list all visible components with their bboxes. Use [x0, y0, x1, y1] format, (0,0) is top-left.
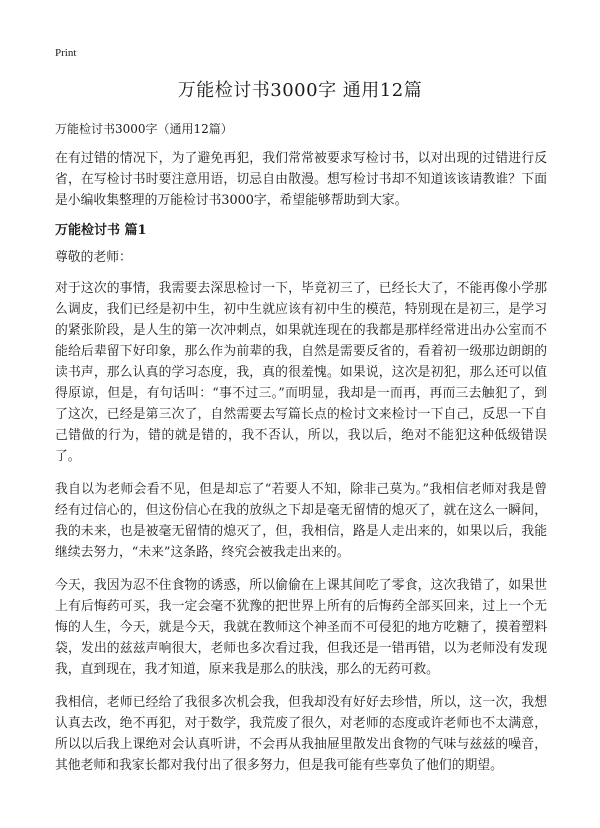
print-button[interactable]: Print — [55, 47, 77, 59]
page-title: 万能检讨书3000字 通用12篇 — [177, 80, 423, 101]
body-paragraph: 今天，我因为忍不住食物的诱惑，所以偷偷在上课其间吃了零食，这次我错了，如果世上有后悔药可买，我一定会毫不犹豫的把世界上所有的后悔药全部买回来，过上一个无悔的人生，今天，就是今天，我就在教师这个神圣而不可侵犯的地方吃糖了，摸着塑料袋，发出的兹兹声响很大，老师也多次看过我，但我还是一错再错，以为老师没有发现我，直到现在，我才知道，原来我是那么的肤浅，那么的无药可救。 — [55, 578, 547, 677]
intro-paragraph: 在有过错的情况下，为了避免再犯，我们常常被要求写检讨书，以对出现的过错进行反省，在写检讨书时要注意用语，切忌自由散漫。想写检讨书却不知道该该请教谁？下面是小编收集整理的万能检讨书3000字，希望能够帮助到大家。 — [55, 151, 547, 208]
salutation: 尊敬的老师： — [55, 250, 132, 265]
body-paragraph: 我自以为老师会看不见，但是却忘了“若要人不知，除非己莫为。”我相信老师对我是曾经有过信心的，但这份信心在我的放纵之下却是毫无留情的熄灭了，就在这么一瞬间，我的未来，也是被毫无留情的熄灭了，但，我相信，路是人走出来的，如果以后，我能继续去努力，“未来”这条路，终究会被我走出来的。 — [55, 482, 547, 560]
section-heading: 万能检讨书 篇1 — [55, 223, 147, 238]
document-body — [55, 148, 547, 788]
document-subtitle: 万能检讨书3000字（通用12篇） — [55, 122, 233, 136]
body-paragraph: 我相信，老师已经给了我很多次机会我，但我却没有好好去珍惜，所以，这一次，我想认真去改，绝不再犯，对于数学，我荒废了很久，对老师的态度或许老师也不太满意，所以以后我上课绝对会认真听讲，不会再从我抽屉里散发出食物的气味与兹兹的噪音，其他老师和我家长都对我付出了很多努力，但是我可能有些辜负了他们的期望。 — [55, 695, 547, 773]
body-paragraph: 对于这次的事情，我需要去深思检讨一下，毕竟初三了，已经长大了，不能再像小学那么调皮，我们已经是初中生，初中生就应该有初中生的模范，特别现在是初三，是学习的紧张阶段，是人生的第一次冲刺点，如果就连现在的我都是那样经常进出办公室而不能给后辈留下好印象，那么作为前辈的我，自然是需要反省的，看着初一级那边朗朗的读书声，那么认真的学习态度，我，真的很羞愧。如果说，这次是初犯，那么还可以值得原谅，但是，有句话叫：“事不过三。”而明显，我却是一而再，再而三去触犯了，到了这次，已经是第三次了，自然需要去写篇长点的检讨文来检讨一下自己，反思一下自己错做的行为，错的就是错的，我不否认，所以，我以后，绝对不能犯这种低级错误了。 — [55, 281, 547, 464]
